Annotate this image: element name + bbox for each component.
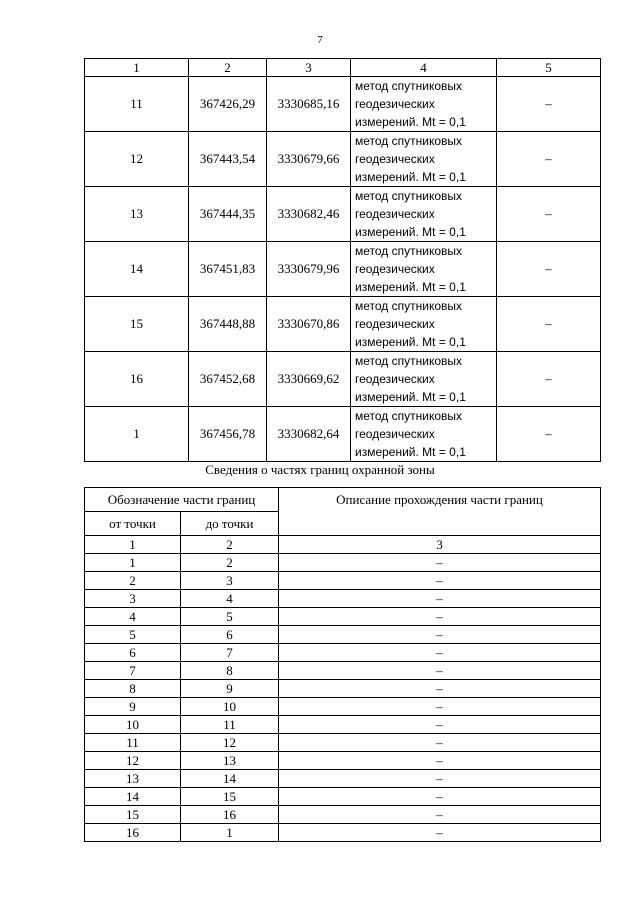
note-cell: – <box>497 242 601 297</box>
parts-section-title: Сведения о частях границ охранной зоны <box>205 462 435 477</box>
from-point-cell: 12 <box>85 752 181 770</box>
method-cell <box>351 407 497 462</box>
boundary-part-row <box>85 626 601 644</box>
point-number-cell: 14 <box>85 242 189 297</box>
description-cell: – <box>279 608 601 626</box>
coordinate-row <box>85 132 601 187</box>
description-cell: – <box>279 644 601 662</box>
method-line: измерений. Mt = 0,1 <box>355 115 466 129</box>
x-coordinate-cell: 367443,54 <box>189 132 267 187</box>
header-part-designation: Обозначение части границ <box>85 488 279 512</box>
boundary-part-row <box>85 680 601 698</box>
to-point-cell: 14 <box>181 770 279 788</box>
x-coordinate-cell: 367426,29 <box>189 77 267 132</box>
method-cell <box>351 352 497 407</box>
point-number-cell: 12 <box>85 132 189 187</box>
description-cell: – <box>279 824 601 842</box>
method-line: метод спутниковых <box>355 134 463 148</box>
method-line: измерений. Mt = 0,1 <box>355 170 466 184</box>
boundary-part-row <box>85 608 601 626</box>
boundary-part-row <box>85 698 601 716</box>
x-coordinate-cell: 367451,83 <box>189 242 267 297</box>
to-point-cell: 2 <box>181 554 279 572</box>
from-point-cell: 4 <box>85 608 181 626</box>
method-line: геодезических <box>355 152 435 166</box>
boundary-parts-table <box>84 487 601 842</box>
coordinate-row <box>85 297 601 352</box>
point-number-cell: 13 <box>85 187 189 242</box>
from-point-cell: 11 <box>85 734 181 752</box>
column-number-3: 3 <box>267 59 351 77</box>
numbering-cell: 3 <box>279 536 601 554</box>
boundary-part-row <box>85 770 601 788</box>
x-coordinate-cell: 367444,35 <box>189 187 267 242</box>
boundary-part-row <box>85 734 601 752</box>
x-coordinate-cell: 367448,88 <box>189 297 267 352</box>
coordinates-table <box>84 58 601 462</box>
from-point-cell: 15 <box>85 806 181 824</box>
description-cell: – <box>279 698 601 716</box>
header-description: Описание прохождения части границ <box>279 488 601 536</box>
to-point-cell: 3 <box>181 572 279 590</box>
to-point-cell: 9 <box>181 680 279 698</box>
to-point-cell: 4 <box>181 590 279 608</box>
coordinate-row <box>85 407 601 462</box>
method-line: метод спутниковых <box>355 354 463 368</box>
description-cell: – <box>279 788 601 806</box>
note-cell: – <box>497 187 601 242</box>
column-number-1: 1 <box>85 59 189 77</box>
boundary-part-row <box>85 716 601 734</box>
from-point-cell: 2 <box>85 572 181 590</box>
from-point-cell: 16 <box>85 824 181 842</box>
y-coordinate-cell: 3330685,16 <box>267 77 351 132</box>
method-cell <box>351 187 497 242</box>
boundary-part-row <box>85 788 601 806</box>
from-point-cell: 9 <box>85 698 181 716</box>
method-line: измерений. Mt = 0,1 <box>355 280 466 294</box>
boundary-part-row <box>85 554 601 572</box>
from-point-cell: 5 <box>85 626 181 644</box>
x-coordinate-cell: 367456,78 <box>189 407 267 462</box>
y-coordinate-cell: 3330679,96 <box>267 242 351 297</box>
coordinate-row <box>85 352 601 407</box>
y-coordinate-cell: 3330679,66 <box>267 132 351 187</box>
description-cell: – <box>279 680 601 698</box>
method-line: измерений. Mt = 0,1 <box>355 225 466 239</box>
method-line: геодезических <box>355 207 435 221</box>
y-coordinate-cell: 3330670,86 <box>267 297 351 352</box>
method-line: метод спутниковых <box>355 79 463 93</box>
numbering-cell: 1 <box>85 536 181 554</box>
column-number-4: 4 <box>351 59 497 77</box>
note-cell: – <box>497 407 601 462</box>
method-line: метод спутниковых <box>355 299 463 313</box>
method-line: измерений. Mt = 0,1 <box>355 445 466 459</box>
coordinate-row <box>85 77 601 132</box>
description-cell: – <box>279 572 601 590</box>
description-cell: – <box>279 734 601 752</box>
boundary-part-row <box>85 752 601 770</box>
note-cell: – <box>497 352 601 407</box>
coordinates-table-header-row <box>85 59 601 77</box>
page-number: 7 <box>317 34 323 46</box>
method-line: метод спутниковых <box>355 409 463 423</box>
method-line: метод спутниковых <box>355 244 463 258</box>
from-point-cell: 14 <box>85 788 181 806</box>
header-to-point: до точки <box>181 512 279 536</box>
method-line: геодезических <box>355 262 435 276</box>
y-coordinate-cell: 3330682,64 <box>267 407 351 462</box>
boundary-part-row <box>85 806 601 824</box>
method-line: геодезических <box>355 427 435 441</box>
to-point-cell: 12 <box>181 734 279 752</box>
point-number-cell: 15 <box>85 297 189 352</box>
description-cell: – <box>279 590 601 608</box>
boundary-part-row <box>85 572 601 590</box>
from-point-cell: 13 <box>85 770 181 788</box>
boundary-part-row <box>85 824 601 842</box>
y-coordinate-cell: 3330682,46 <box>267 187 351 242</box>
description-cell: – <box>279 806 601 824</box>
point-number-cell: 1 <box>85 407 189 462</box>
to-point-cell: 16 <box>181 806 279 824</box>
method-line: измерений. Mt = 0,1 <box>355 390 466 404</box>
description-cell: – <box>279 752 601 770</box>
from-point-cell: 6 <box>85 644 181 662</box>
description-cell: – <box>279 662 601 680</box>
column-number-2: 2 <box>189 59 267 77</box>
method-cell <box>351 77 497 132</box>
note-cell: – <box>497 297 601 352</box>
coordinate-row <box>85 242 601 297</box>
to-point-cell: 15 <box>181 788 279 806</box>
to-point-cell: 5 <box>181 608 279 626</box>
method-cell <box>351 132 497 187</box>
coordinate-row <box>85 187 601 242</box>
description-cell: – <box>279 770 601 788</box>
to-point-cell: 7 <box>181 644 279 662</box>
numbering-cell: 2 <box>181 536 279 554</box>
from-point-cell: 3 <box>85 590 181 608</box>
boundary-part-row <box>85 662 601 680</box>
method-line: геодезических <box>355 372 435 386</box>
method-line: метод спутниковых <box>355 189 463 203</box>
column-number-5: 5 <box>497 59 601 77</box>
parts-header-row <box>85 488 601 512</box>
from-point-cell: 7 <box>85 662 181 680</box>
method-cell <box>351 297 497 352</box>
header-from-point: от точки <box>85 512 181 536</box>
to-point-cell: 13 <box>181 752 279 770</box>
description-cell: – <box>279 626 601 644</box>
to-point-cell: 11 <box>181 716 279 734</box>
to-point-cell: 10 <box>181 698 279 716</box>
note-cell: – <box>497 132 601 187</box>
method-cell <box>351 242 497 297</box>
from-point-cell: 1 <box>85 554 181 572</box>
x-coordinate-cell: 367452,68 <box>189 352 267 407</box>
to-point-cell: 8 <box>181 662 279 680</box>
method-line: геодезических <box>355 317 435 331</box>
method-line: измерений. Mt = 0,1 <box>355 335 466 349</box>
note-cell: – <box>497 77 601 132</box>
description-cell: – <box>279 716 601 734</box>
to-point-cell: 1 <box>181 824 279 842</box>
point-number-cell: 11 <box>85 77 189 132</box>
boundary-part-row <box>85 590 601 608</box>
y-coordinate-cell: 3330669,62 <box>267 352 351 407</box>
point-number-cell: 16 <box>85 352 189 407</box>
boundary-part-row <box>85 644 601 662</box>
method-line: геодезических <box>355 97 435 111</box>
description-cell: – <box>279 554 601 572</box>
from-point-cell: 10 <box>85 716 181 734</box>
from-point-cell: 8 <box>85 680 181 698</box>
parts-numbering-row <box>85 536 601 554</box>
to-point-cell: 6 <box>181 626 279 644</box>
